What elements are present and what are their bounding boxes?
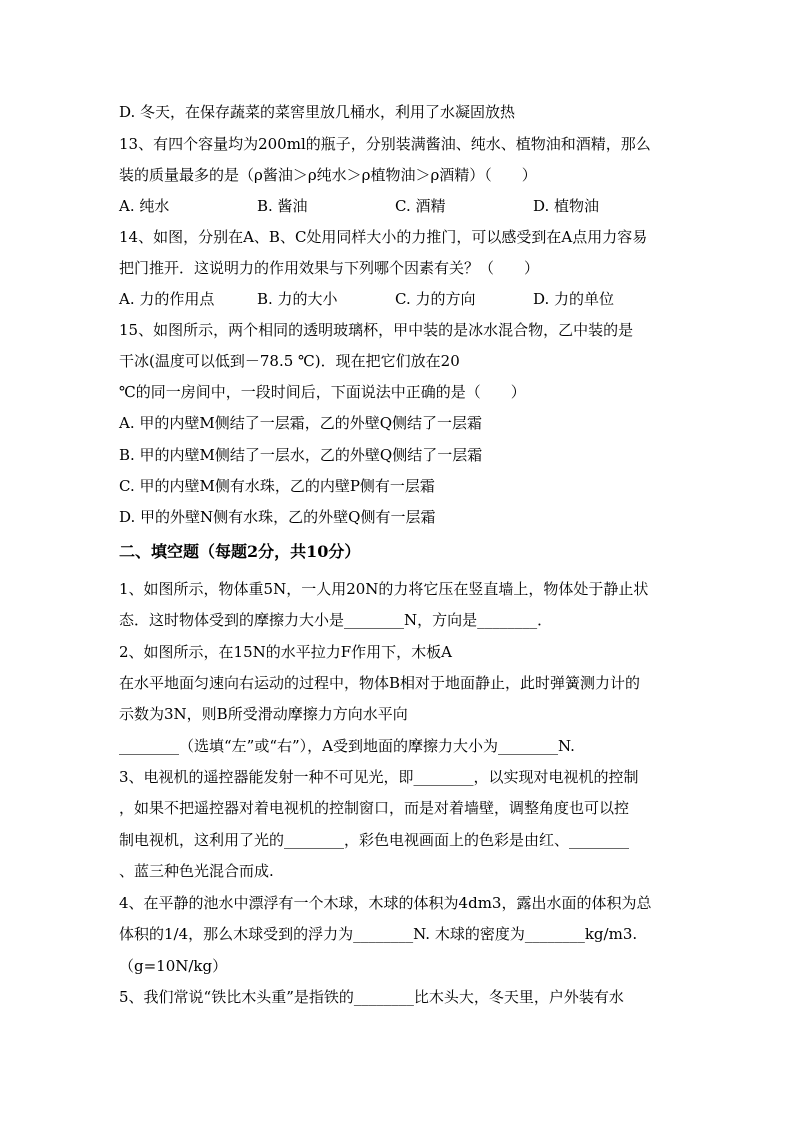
q14-option-a: A. 力的作用点 bbox=[119, 290, 215, 308]
fill-q3-line-2: ，如果不把遥控器对着电视机的控制窗口，而是对着墙壁，调整角度也可以控 bbox=[119, 799, 630, 817]
fill-q3-line-3: 制电视机，这利用了光的________，彩色电视画面上的色彩是由红、________ bbox=[119, 831, 630, 849]
q13-option-d: D. 植物油 bbox=[533, 197, 600, 215]
q14-stem-line-1: 14、如图，分别在A、B、C处用同样大小的力推门，可以感受到在A点用力容易 bbox=[119, 228, 648, 246]
fill-q4-line-3: （g=10N/kg） bbox=[119, 957, 228, 975]
q15-option-c: C. 甲的内壁M侧有水珠，乙的内壁P侧有一层霜 bbox=[119, 477, 435, 495]
fill-q1-line-1: 1、如图所示，物体重5N，一人用20N的力将它压在竖直墙上，物体处于静止状 bbox=[119, 580, 649, 598]
fill-q2-line-4: ________（选填“左”或“右”），A受到地面的摩擦力大小为________N. bbox=[119, 737, 575, 755]
fill-q1-line-2: 态．这时物体受到的摩擦力大小是________N，方向是________． bbox=[119, 611, 553, 629]
q15-stem-line-1: 15、如图所示，两个相同的透明玻璃杯，甲中装的是冰水混合物，乙中装的是 bbox=[119, 321, 634, 339]
section-heading-fill-in: 二、填空题（每题2分，共10分） bbox=[119, 542, 361, 561]
fill-q4-line-2: 体积的1/4，那么木球受到的浮力为________N. 木球的密度为________kg/m3. bbox=[119, 925, 638, 943]
q15-option-a: A. 甲的内壁M侧结了一层霜，乙的外壁Q侧结了一层霜 bbox=[119, 414, 483, 432]
fill-q2-line-1: 2、如图所示，在15N的水平拉力F作用下，木板A bbox=[119, 643, 452, 661]
fill-q2-line-3: 示数为3N，则B所受滑动摩擦力方向水平向 bbox=[119, 705, 408, 723]
q14-option-c: C. 力的方向 bbox=[395, 290, 476, 308]
fill-q2-line-2: 在水平地面匀速向右运动的过程中，物体B相对于地面静止，此时弹簧测力计的 bbox=[119, 674, 641, 692]
q13-stem-line-1: 13、有四个容量均为200ml的瓶子，分别装满酱油、纯水、植物油和酒精，那么 bbox=[119, 135, 651, 153]
q12-option-d: D. 冬天，在保存蔬菜的菜窖里放几桶水，利用了水凝固放热 bbox=[119, 103, 516, 121]
q15-option-d: D. 甲的外壁N侧有水珠，乙的外壁Q侧有一层霜 bbox=[119, 508, 436, 526]
fill-q4-line-1: 4、在平静的池水中漂浮有一个木球，木球的体积为4dm3，露出水面的体积为总 bbox=[119, 894, 652, 912]
q15-stem-line-2: 干冰(温度可以低到－78.5 ℃)．现在把它们放在20 bbox=[119, 352, 460, 370]
q15-stem-line-3: ℃的同一房间中，一段时间后，下面说法中正确的是（ ） bbox=[119, 383, 526, 401]
fill-q3-line-1: 3、电视机的遥控器能发射一种不可见光，即________，以实现对电视机的控制 bbox=[119, 768, 639, 786]
q13-option-c: C. 酒精 bbox=[395, 197, 446, 215]
q14-stem-line-2: 把门推开．这说明力的作用效果与下列哪个因素有关？（ ） bbox=[119, 259, 540, 277]
q13-option-a: A. 纯水 bbox=[119, 197, 170, 215]
q14-options bbox=[119, 289, 679, 309]
fill-q5-line-1: 5、我们常说“铁比木头重”是指铁的________比木头大，冬天里，户外装有水 bbox=[119, 988, 624, 1006]
fill-q3-line-4: 、蓝三种色光混合而成. bbox=[119, 862, 274, 880]
q13-options bbox=[119, 196, 679, 216]
q13-option-b: B. 酱油 bbox=[257, 197, 308, 215]
q15-option-b: B. 甲的内壁M侧结了一层水，乙的外壁Q侧结了一层霜 bbox=[119, 446, 483, 464]
q13-stem-line-2: 装的质量最多的是（ρ酱油＞ρ纯水＞ρ植物油＞ρ酒精）（ ） bbox=[119, 166, 537, 184]
q14-option-b: B. 力的大小 bbox=[257, 290, 338, 308]
q14-option-d: D. 力的单位 bbox=[533, 290, 615, 308]
